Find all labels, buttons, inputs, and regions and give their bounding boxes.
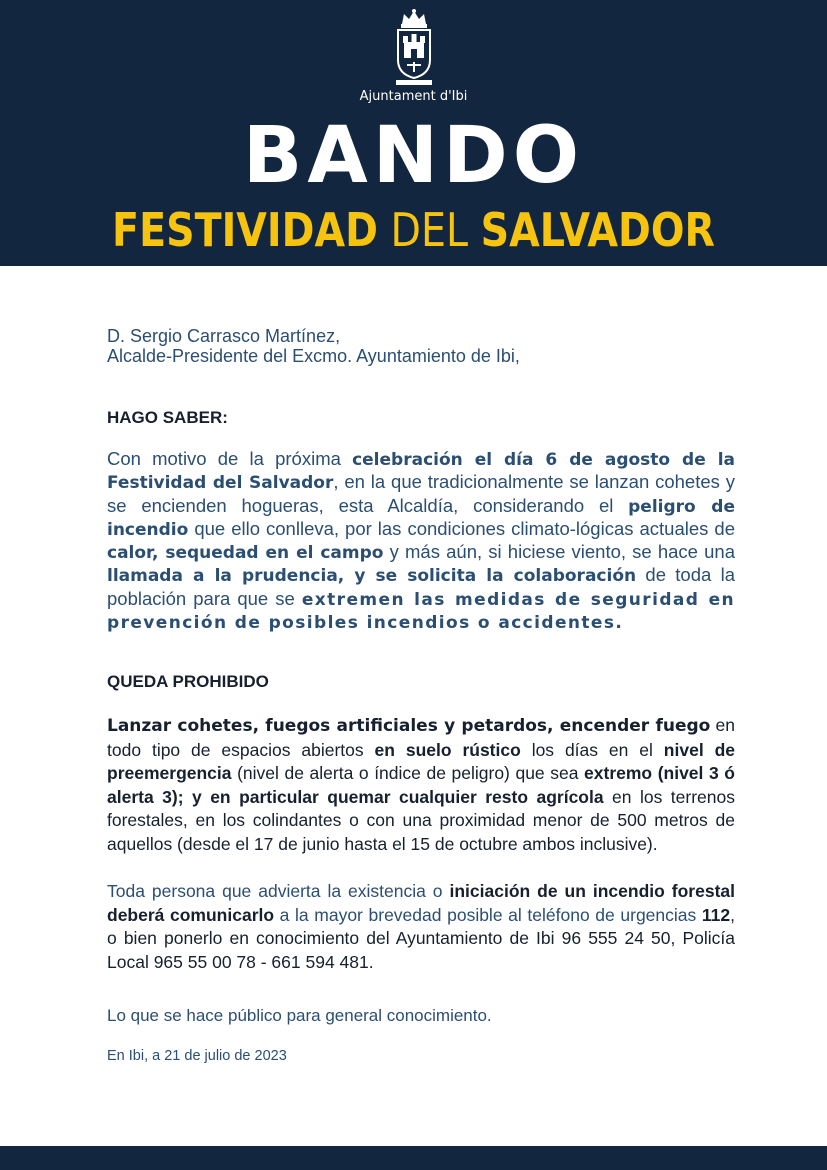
bold-span: Lanzar cohetes, fuegos artificiales y petardos, encender fuego [107,716,711,737]
document-body [107,326,735,1064]
page-subtitle [58,200,769,260]
text-span: a la mayor brevedad posible al teléfono de urgencias [274,904,702,925]
header-banner [0,0,827,266]
signatory [107,326,735,366]
paragraph-aviso [107,880,735,974]
text-span: (nivel de alerta o índice de peligro) que sea [231,763,585,784]
ibi-coat-of-arms-icon [390,8,438,86]
bold-span: peligro de incendio [107,496,735,540]
bold-span: en suelo rústico [374,739,521,760]
text-span: que ello conlleva, por las condiciones climato-lógicas actuales de [188,517,735,539]
bold-span: 112 [701,904,731,925]
text-span: , o bien ponerlo en conocimiento del Ayuntamiento de Ibi 96 555 24 50, Policía Local 965 55 00 78 - 661 594 481. [107,904,735,972]
text-span: de toda la población para que se [107,564,736,609]
bold-span: extremen las medidas de seguridad en prevención de posibles incendios o accidentes. [107,589,735,634]
subtitle-part1: FESTIVIDAD [112,203,378,257]
footer-bar [0,1146,827,1170]
paragraph-prohibido [107,714,735,856]
signatory-role: Alcalde-Presidente del Excmo. Ayuntamiento de Ibi, [107,346,520,366]
org-name: Ajuntament d'Ibi [359,89,468,104]
text-span: en los terrenos forestales, en los colindantes o con una proximidad menor de 500 metros de aquellos (desde el 17 de junio hasta el 15 de octubre ambos inclusive). [107,786,736,854]
bold-span: celebración el día 6 de agosto de la Festividad del Salvador [107,450,736,494]
bold-span: iniciación de un incendio forestal deberá comunicarlo [107,881,735,925]
text-span: Toda persona que advierta la existencia o [107,881,450,902]
text-span: y más aún, si hiciese viento, se hace una [383,541,735,563]
text-span: en todo tipo de espacios abiertos [107,715,736,760]
subtitle-part2: DEL [390,203,469,257]
closing-text: Lo que se hace público para general conocimiento. [107,1006,492,1026]
dateline: En Ibi, a 21 de julio de 2023 [107,1048,287,1065]
bold-span: extremo (nivel 3 ó alerta 3); y en particular quemar cualquier resto agrícola [107,763,735,807]
heading-queda-prohibido: QUEDA PROHIBIDO [107,672,269,692]
subtitle-part3: SALVADOR [480,203,715,257]
bold-span: llamada a la prudencia, y se solicita la colaboración [107,566,637,587]
page-title: BANDO [242,111,585,201]
bold-span: calor, sequedad en el campo [107,543,384,564]
paragraph-hago-saber [107,448,735,634]
text-span: , en la que tradicionalmente se lanzan cohetes y se encienden hogueras, esta Alcaldía, considerando el [107,471,735,516]
text-span: los días en el [520,739,664,760]
text-span: Con motivo de la próxima [107,448,353,469]
bold-span: nivel de preemergencia [107,739,735,784]
signatory-name: D. Sergio Carrasco Martínez, [107,326,341,346]
heading-hago-saber: HAGO SABER: [107,408,228,427]
